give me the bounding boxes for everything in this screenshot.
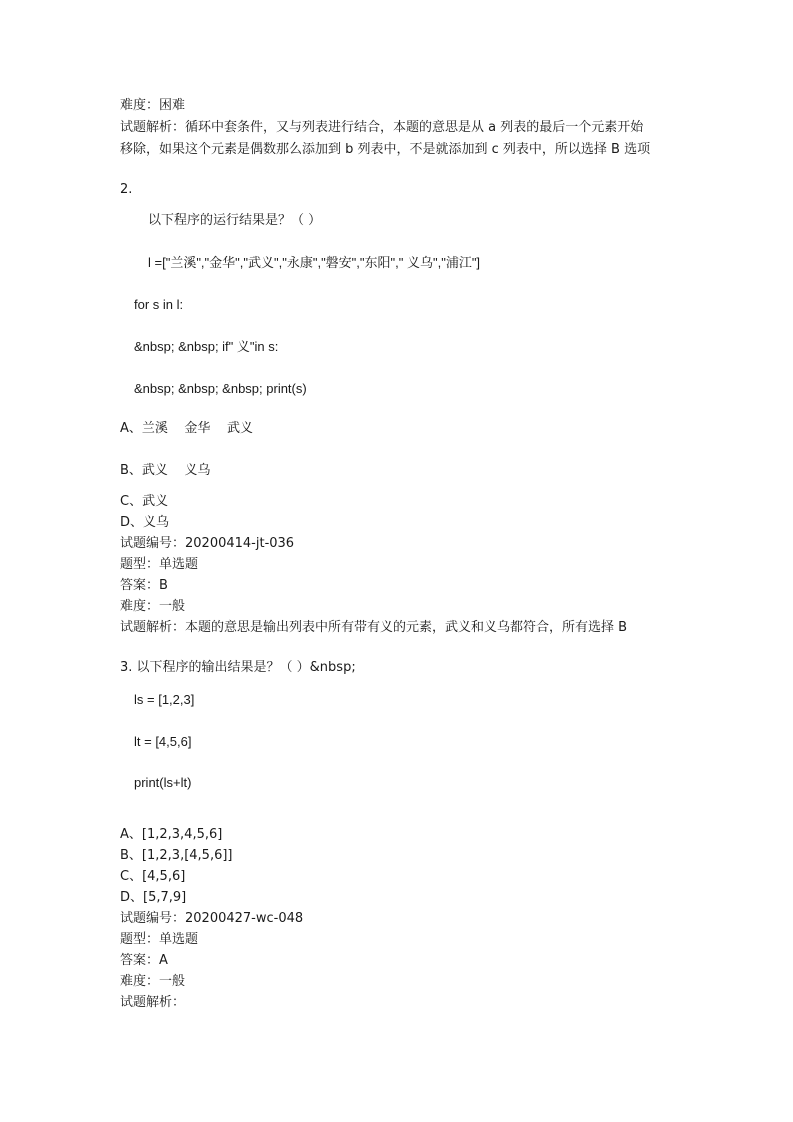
q2-difficulty: 难度：一般 xyxy=(120,599,186,614)
q2-analysis: 试题解析：本题的意思是输出列表中所有带有义的元素，武义和义乌都符合，所有选择 B xyxy=(120,620,628,635)
q3-id: 试题编号：20200427-wc-048 xyxy=(120,911,304,926)
q2-type: 题型：单选题 xyxy=(120,557,199,572)
q3-analysis: 试题解析： xyxy=(120,995,186,1010)
q2-answer: 答案：B xyxy=(120,578,168,593)
q2-code-line: &nbsp; &nbsp; &nbsp; print(s) xyxy=(134,381,307,396)
q2-option-c: C、武义 xyxy=(120,494,169,509)
q1-analysis-line1: 试题解析：循环中套条件，又与列表进行结合，本题的意思是从 a 列表的最后一个元素开始 xyxy=(120,120,644,135)
q1-analysis-line2: 移除，如果这个元素是偶数那么添加到 b 列表中，不是就添加到 c 列表中，所以选择 B 选项 xyxy=(120,142,651,157)
q3-code-line: lt = [4,5,6] xyxy=(134,734,192,749)
q3-difficulty: 难度：一般 xyxy=(120,974,186,989)
q2-code-line: &nbsp; &nbsp; if" 义"in s: xyxy=(134,339,279,354)
q3-type: 题型：单选题 xyxy=(120,932,199,947)
q2-id: 试题编号：20200414-jt-036 xyxy=(120,536,295,551)
q3-option-b: B、[1,2,3,[4,5,6]] xyxy=(120,848,233,863)
q2-option-d: D、义乌 xyxy=(120,515,170,530)
q2-code-line: for s in l: xyxy=(134,297,184,312)
q2-option-a: A、兰溪 金华 武义 xyxy=(120,421,253,436)
q3-answer: 答案：A xyxy=(120,953,168,968)
q1-difficulty: 难度：困难 xyxy=(120,98,186,113)
q3-code-line: ls = [1,2,3] xyxy=(134,692,195,707)
q3-option-c: C、[4,5,6] xyxy=(120,869,186,884)
q2-stem: 以下程序的运行结果是？（ ） xyxy=(148,213,322,228)
q3-option-a: A、[1,2,3,4,5,6] xyxy=(120,827,223,842)
q2-number: 2. xyxy=(120,182,133,197)
q3-code-line: print(ls+lt) xyxy=(134,775,192,790)
q3-option-d: D、[5,7,9] xyxy=(120,890,187,905)
q2-code-line: l =["兰溪","金华","武义","永康","磐安","东阳"," 义乌","浦江"] xyxy=(148,255,481,270)
q2-option-b: B、武义 义乌 xyxy=(120,463,211,478)
q3-stem: 3. 以下程序的输出结果是？（ ）&nbsp; xyxy=(120,660,356,675)
